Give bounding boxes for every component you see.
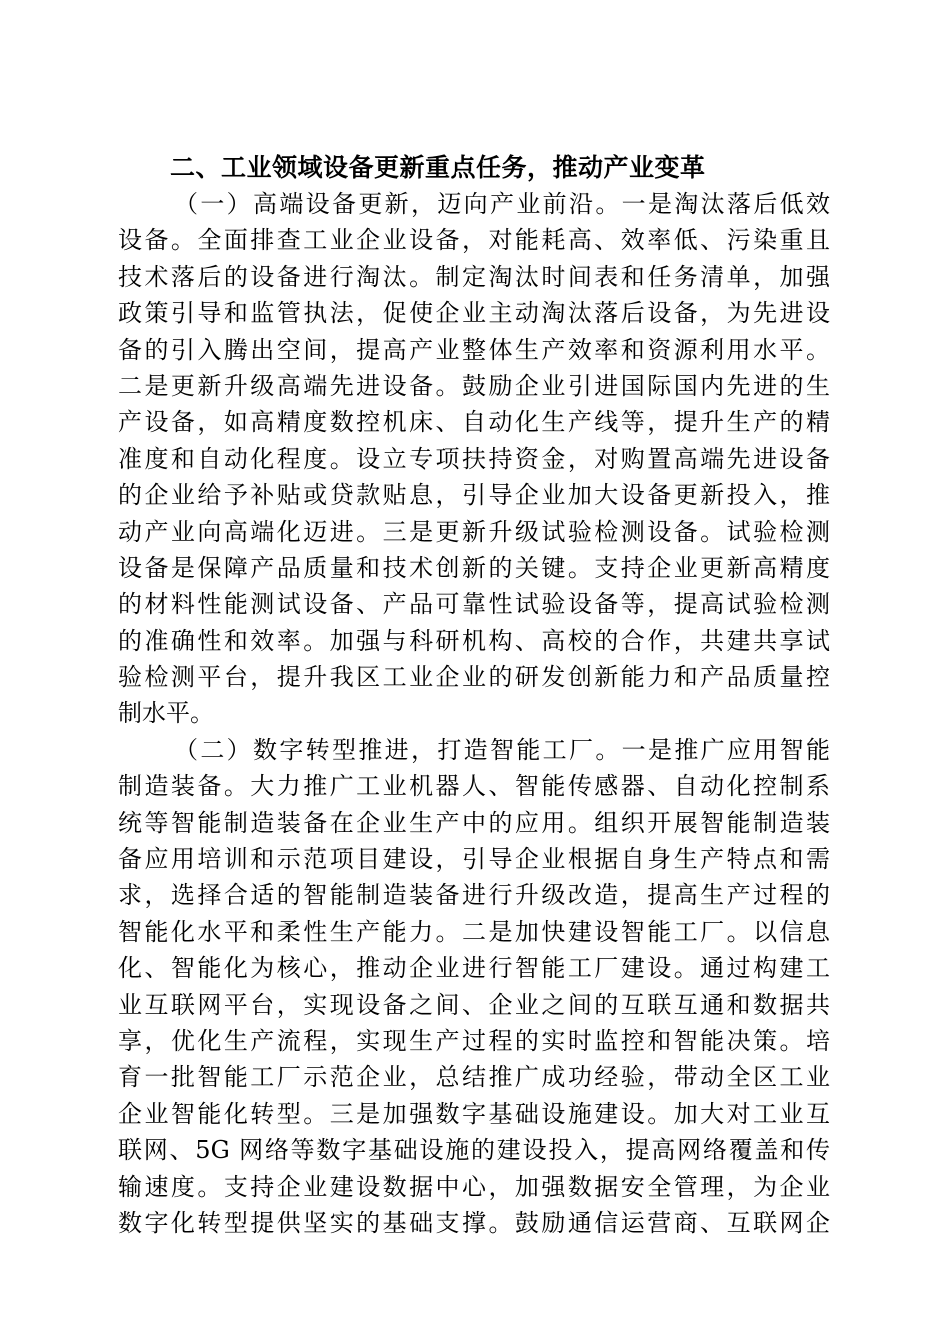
text-line: 企业智能化转型。三是加强数字基础设施建设。加大对工业互 xyxy=(118,1099,830,1128)
text-line: （一）高端设备更新，迈向产业前沿。一是淘汰落后低效 xyxy=(174,190,830,218)
text-line: 备应用培训和示范项目建设，引导企业根据自身生产特点和需 xyxy=(118,845,830,874)
text-line: 的准确性和效率。加强与科研机构、高校的合作，共建共享试 xyxy=(118,626,830,655)
text-line: 智能化水平和柔性生产能力。二是加快建设智能工厂。以信息 xyxy=(118,917,830,946)
section-heading: 二、工业领域设备更新重点任务，推动产业变革 xyxy=(170,153,706,182)
text-line: 化、智能化为核心，推动企业进行智能工厂建设。通过构建工 xyxy=(118,954,830,983)
text-line: 的材料性能测试设备、产品可靠性试验设备等，提高试验检测 xyxy=(118,590,830,619)
text-line: 制水平。 xyxy=(118,699,214,728)
text-line: 享，优化生产流程，实现生产过程的实时监控和智能决策。培 xyxy=(118,1026,830,1055)
text-line: （二）数字转型推进，打造智能工厂。一是推广应用智能 xyxy=(174,735,830,764)
text-line: 政策引导和监管执法，促使企业主动淘汰落后设备，为先进设 xyxy=(118,299,830,328)
text-line: 统等智能制造装备在企业生产中的应用。组织开展智能制造装 xyxy=(118,808,830,837)
text-line: 育一批智能工厂示范企业，总结推广成功经验，带动全区工业 xyxy=(118,1063,830,1092)
text-line: 制造装备。大力推广工业机器人、智能传感器、自动化控制系 xyxy=(118,772,830,801)
body-text xyxy=(118,186,830,1241)
text-line: 验检测平台，提升我区工业企业的研发创新能力和产品质量控 xyxy=(118,663,830,692)
text-line: 产设备，如高精度数控机床、自动化生产线等，提升生产的精 xyxy=(118,408,830,437)
text-line: 联网、5G 网络等数字基础设施的建设投入，提高网络覆盖和传 xyxy=(118,1136,830,1165)
text-line: 业互联网平台，实现设备之间、企业之间的互联互通和数据共 xyxy=(118,990,830,1019)
text-line: 备的引入腾出空间，提高产业整体生产效率和资源利用水平。 xyxy=(118,335,830,364)
text-line: 动产业向高端化迈进。三是更新升级试验检测设备。试验检测 xyxy=(118,517,830,546)
text-line: 二是更新升级高端先进设备。鼓励企业引进国际国内先进的生 xyxy=(118,371,830,400)
text-line: 数字化转型提供坚实的基础支撑。鼓励通信运营商、互联网企 xyxy=(118,1208,830,1237)
text-line: 输速度。支持企业建设数据中心，加强数据安全管理，为企业 xyxy=(118,1172,830,1201)
text-line: 设备。全面排查工业企业设备，对能耗高、效率低、污染重且 xyxy=(118,226,830,255)
text-line: 技术落后的设备进行淘汰。制定淘汰时间表和任务清单，加强 xyxy=(118,262,830,291)
text-line: 的企业给予补贴或贷款贴息，引导企业加大设备更新投入，推 xyxy=(118,481,830,510)
text-line: 设备是保障产品质量和技术创新的关键。支持企业更新高精度 xyxy=(118,553,830,582)
text-line: 求，选择合适的智能制造装备进行升级改造，提高生产过程的 xyxy=(118,881,830,910)
text-line: 准度和自动化程度。设立专项扶持资金，对购置高端先进设备 xyxy=(118,444,830,473)
